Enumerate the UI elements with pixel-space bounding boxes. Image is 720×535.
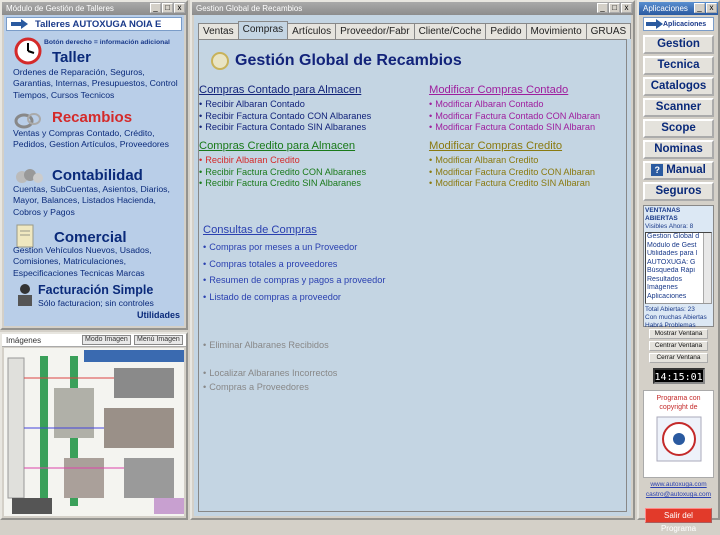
tab-bar [198, 21, 630, 39]
list-item[interactable]: Búsqueda Rápi [647, 267, 695, 274]
image-mode-button[interactable]: Modo Imagen [82, 335, 131, 345]
clock-icon [14, 37, 42, 65]
recambios-icon [211, 52, 229, 70]
menu-item[interactable]: • Modificar Albaran Contado [429, 99, 600, 111]
image-menu-button[interactable]: Menú Imagen [134, 335, 183, 345]
tab-movimiento[interactable]: Movimiento [526, 23, 587, 39]
section-other [203, 338, 329, 352]
section-consultas [203, 224, 385, 306]
section-compras-credito [199, 140, 366, 190]
talleres-header [6, 17, 182, 31]
aplicaciones-header [643, 17, 714, 31]
tab-proveedor[interactable]: Proveedor/Fabr [335, 23, 414, 39]
menu-item[interactable]: • Recibir Factura Credito SIN Albaranes [199, 178, 366, 190]
section-title: Modificar Compras Credito [429, 140, 563, 152]
section-title: Compras Contado para Almacen [199, 84, 362, 96]
close-window-button[interactable]: Cerrar Ventana [649, 353, 708, 363]
close-button[interactable]: x [706, 3, 717, 13]
menu-item[interactable]: • Recibir Albaran Credito [199, 155, 366, 167]
aplicaciones-window [637, 0, 720, 533]
warning-text-2: Habrá Problemas [645, 322, 696, 329]
scanner-button[interactable]: Scanner [643, 98, 714, 117]
clock-display: 14:15:01 [653, 368, 705, 384]
menu-item[interactable]: • Compras a Proveedores [203, 380, 337, 394]
tab-ventas[interactable]: Ventas [198, 23, 239, 39]
hint-text: Botón derecho = información adicional [44, 39, 170, 46]
minimize-button[interactable]: _ [597, 3, 608, 13]
tab-compras[interactable]: Compras [238, 21, 289, 39]
module-facturacion-text[interactable]: Sólo facturacion; sin controles [38, 298, 154, 308]
module-comercial-title[interactable]: Comercial [54, 229, 127, 246]
list-scrollbar[interactable] [703, 233, 711, 303]
open-windows-panel [643, 205, 714, 327]
menu-item[interactable]: • Eliminar Albaranes Recibidos [203, 338, 329, 352]
exit-button[interactable]: Salir del Programa [645, 508, 712, 523]
section-compras-contado [199, 84, 371, 134]
arrow-right-icon [646, 19, 660, 29]
list-item[interactable]: Aplicaciones [647, 292, 687, 300]
recambios-title: Gestion Global de Recambios [196, 4, 303, 13]
arrow-right-icon [11, 19, 29, 29]
tecnica-button[interactable]: Tecnica [643, 56, 714, 75]
close-button[interactable]: x [621, 3, 632, 13]
wiring-diagram-icon [4, 348, 184, 516]
menu-item[interactable]: • Modificar Albaran Credito [429, 155, 595, 167]
open-windows-list[interactable] [645, 232, 712, 304]
menu-item[interactable]: • Resumen de compras y pagos a proveedor [203, 272, 385, 289]
maximize-button[interactable]: □ [609, 3, 620, 13]
list-item[interactable]: Imágenes [647, 284, 678, 291]
recambios-titlebar[interactable] [192, 2, 633, 15]
tab-cliente[interactable]: Cliente/Coche [414, 23, 487, 39]
module-recambios-title[interactable]: Recambios [52, 109, 133, 126]
menu-item[interactable]: • Localizar Albaranes Incorrectos [203, 366, 337, 380]
section-modificar-credito [429, 140, 595, 190]
recambios-window [190, 0, 635, 520]
compras-panel [198, 39, 627, 512]
email-link[interactable]: castro@autoxuga.com [645, 491, 712, 498]
module-facturacion-title[interactable]: Facturación Simple [38, 283, 154, 297]
tab-gruas[interactable]: GRUAS [586, 23, 632, 39]
module-contabilidad-text[interactable]: Cuentas, SubCuentas, Asientos, Diarios, Mayor, Balances, Listados Hacienda, Cobros y Pagos [13, 184, 170, 217]
minimize-button[interactable]: _ [694, 3, 705, 13]
menu-item[interactable]: • Recibir Factura Credito CON Albaranes [199, 167, 366, 179]
aplicaciones-title: Aplicaciones [643, 4, 688, 13]
section-title: Consultas de Compras [203, 224, 317, 236]
menu-item[interactable]: • Recibir Albaran Contado [199, 99, 371, 111]
seguros-button[interactable]: Seguros [643, 182, 714, 201]
menu-item[interactable]: • Modificar Factura Credito CON Albaran [429, 167, 595, 179]
talleres-header-text: Talleres AUTOXUGA NOIA E [35, 18, 162, 30]
person-icon [14, 283, 36, 307]
nominas-button[interactable]: Nominas [643, 140, 714, 159]
menu-item[interactable]: • Listado de compras a proveedor [203, 289, 385, 306]
close-button[interactable]: x [174, 3, 185, 13]
module-contabilidad-title[interactable]: Contabilidad [52, 167, 143, 184]
warning-text: Con muchas Abiertas [645, 314, 707, 321]
images-titlebar[interactable] [2, 334, 186, 347]
scope-button[interactable]: Scope [643, 119, 714, 138]
show-window-button[interactable]: Mostrar Ventana [649, 329, 708, 339]
menu-item[interactable]: • Compras totales a proveedores [203, 256, 385, 273]
copyright-line-2: copyright de [659, 404, 698, 411]
aplicaciones-titlebar[interactable] [639, 2, 718, 15]
list-item[interactable]: AUTOXUGA: G [647, 258, 696, 266]
menu-item[interactable]: • Modificar Factura Contado CON Albaran [429, 111, 600, 123]
module-taller-title[interactable]: Taller [52, 49, 91, 66]
menu-item[interactable]: • Compras por meses a un Proveedor [203, 239, 385, 256]
maximize-button[interactable]: □ [162, 3, 173, 13]
section-title: Modificar Compras Contado [429, 84, 569, 96]
gestion-button[interactable]: Gestion [643, 35, 714, 54]
help-icon: ? [651, 164, 663, 176]
menu-item[interactable]: • Modificar Factura Contado SIN Albaran [429, 122, 600, 134]
section-modificar-contado [429, 84, 600, 134]
open-windows-title: VENTANAS ABIERTAS [645, 207, 681, 222]
menu-item[interactable]: • Recibir Factura Contado SIN Albaranes [199, 122, 371, 134]
utilidades-link[interactable]: Utilidades [136, 310, 180, 320]
minimize-button[interactable]: _ [150, 3, 161, 13]
tab-articulos[interactable]: Artículos [287, 23, 336, 39]
module-recambios-text[interactable]: Ventas y Compras Contado, Crédito, Pedidos, Gestion Artículos, Proveedores [13, 128, 169, 150]
website-link[interactable]: www.autoxuga.com [650, 481, 707, 488]
images-window [0, 332, 188, 520]
section-other-2 [203, 366, 337, 394]
list-item[interactable]: Utilidades para l [647, 250, 698, 257]
list-item[interactable]: Gestion Global d [647, 233, 700, 240]
images-title: Imágenes [6, 336, 42, 345]
center-window-button[interactable]: Centrar Ventana [649, 341, 708, 351]
list-item[interactable]: Resultados [647, 275, 683, 283]
talleres-window [0, 0, 188, 330]
list-item[interactable]: Módulo de Gest [647, 241, 697, 249]
catalogos-button[interactable]: Catalogos [643, 77, 714, 96]
menu-item[interactable]: • Modificar Factura Credito SIN Albaran [429, 178, 595, 190]
autoxuga-logo-icon [656, 416, 702, 462]
module-comercial-text[interactable]: Gestion Vehículos Nuevos, Usados, Comisiones, Matriculaciones, Especificaciones Tecnicas Marcas [13, 245, 152, 278]
manual-label: Manual [666, 164, 706, 176]
aplicaciones-header-text: Aplicaciones [663, 20, 707, 28]
talleres-title: Módulo de Gestión de Talleres [6, 4, 114, 13]
copyright-box [643, 390, 714, 478]
tab-pedido[interactable]: Pedido [485, 23, 526, 39]
engine-diagram-image[interactable] [4, 348, 184, 516]
manual-button[interactable] [643, 161, 714, 180]
page-title: Gestión Global de Recambios [235, 52, 462, 69]
menu-item[interactable]: • Recibir Factura Contado CON Albaranes [199, 111, 371, 123]
talleres-titlebar[interactable] [2, 2, 186, 15]
copyright-line-1: Programa con [656, 395, 701, 402]
module-taller-text[interactable]: Ordenes de Reparación, Seguros, Garantias, Internas, Presupuestos, Control Tiempos, Cursos Tecnicos [13, 67, 178, 100]
total-open: Total Abiertas: 23 [645, 306, 695, 313]
section-title: Compras Credito para Almacen [199, 140, 356, 152]
visible-count: Visibles Ahora: 8 [645, 223, 694, 230]
